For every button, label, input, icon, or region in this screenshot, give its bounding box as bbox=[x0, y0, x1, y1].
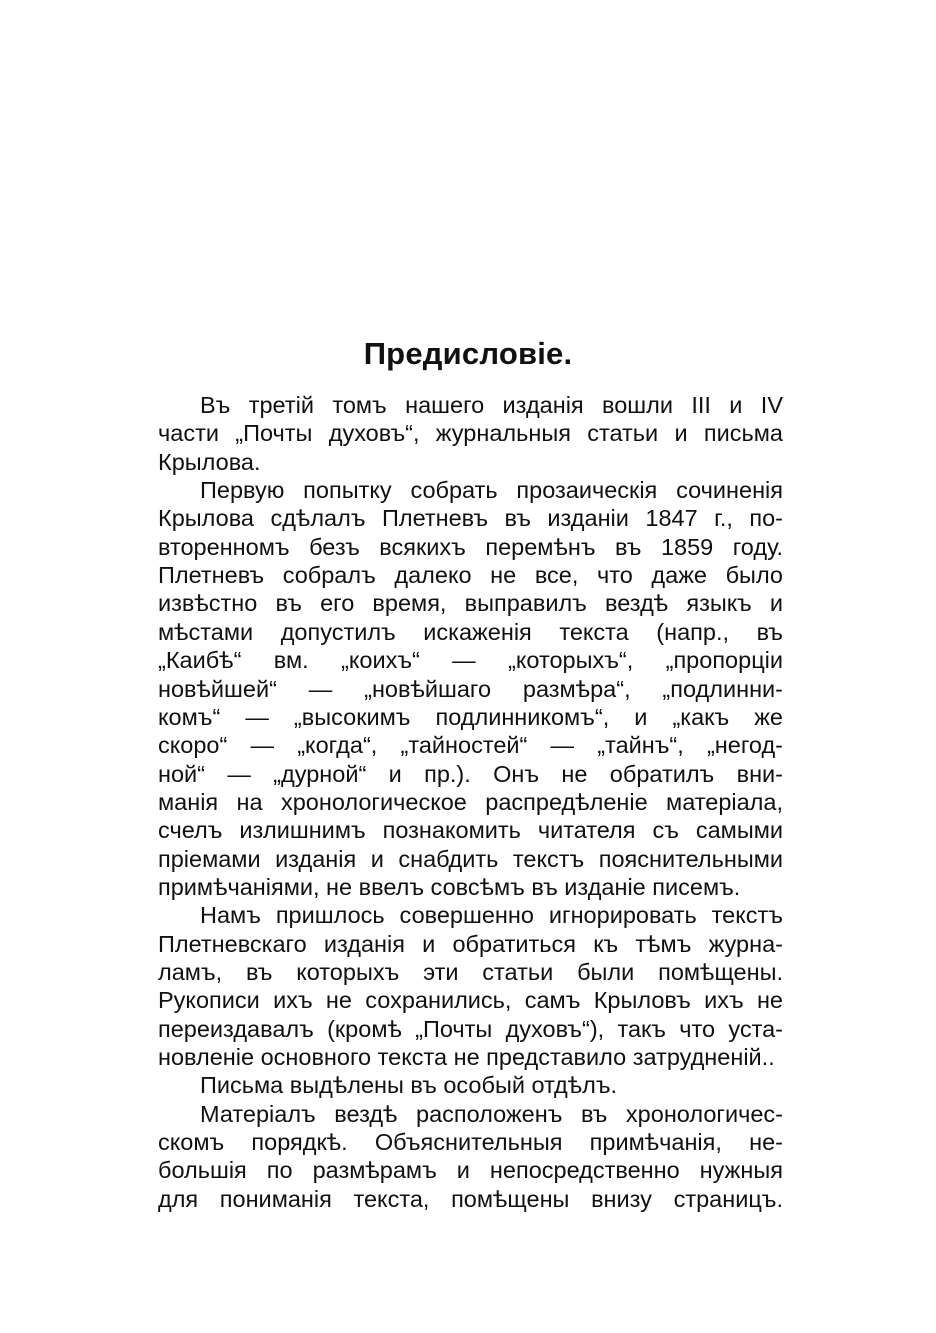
text-line: примѣчаніями, не ввелъ совсѣмъ въ изданіе писемъ. bbox=[158, 873, 741, 900]
text-line: счелъ излишнимъ познакомить читателя съ самыми bbox=[158, 817, 783, 844]
text-line: Намъ пришлось совершенно игнорировать текстъ bbox=[200, 902, 783, 929]
text-line: Въ третій томъ нашего изданія вошли III и IV bbox=[200, 392, 783, 418]
text-line: части „Почты духовъ“, журнальныя статьи и письма bbox=[158, 420, 783, 447]
text-line: Рукописи ихъ не сохранились, самъ Крыловъ ихъ не bbox=[158, 987, 783, 1014]
text-line: Плетневскаго изданія и обратиться къ тѣмъ журна- bbox=[158, 930, 783, 957]
text-line: комъ“ — „высокимъ подлинникомъ“, и „какъ же bbox=[158, 703, 783, 730]
text-line: ной“ — „дурной“ и пр.). Онъ не обратилъ вни- bbox=[158, 760, 783, 787]
text-line: Матеріалъ вездѣ расположенъ въ хронологичес- bbox=[200, 1100, 783, 1127]
text-line: „Каибѣ“ вм. „коихъ“ — „которыхъ“, „пропорціи bbox=[158, 647, 783, 674]
text-line: Первую попытку собрать прозаическія сочиненія bbox=[200, 477, 783, 504]
text-line: переиздавалъ (кромѣ „Почты духовъ“), такъ что уста- bbox=[158, 1015, 783, 1042]
text-line: манія на хронологическое распредѣленіе матеріала, bbox=[158, 788, 783, 815]
text-line: для пониманія текста, помѣщены внизу страницъ. bbox=[158, 1185, 783, 1212]
text-line: большія по размѣрамъ и непосредственно нужныя bbox=[158, 1157, 783, 1184]
text-line: Крылова. bbox=[158, 448, 261, 475]
text-line: пріемами изданія и снабдить текстъ пояснительными bbox=[158, 845, 783, 872]
text-line: извѣстно въ его время, выправилъ вездѣ языкъ и bbox=[158, 590, 783, 617]
text-line: вторенномъ безъ всякихъ перемѣнъ въ 1859 году. bbox=[158, 533, 783, 560]
page-title: Предисловіе. bbox=[363, 336, 573, 371]
text-line: скомъ порядкѣ. Объяснительныя примѣчанія, не- bbox=[158, 1129, 783, 1156]
text-line: ламъ, въ которыхъ эти статьи были помѣщены. bbox=[158, 959, 783, 985]
text-line: новѣйшей“ — „новѣйшаго размѣра“, „подлинни- bbox=[158, 675, 783, 702]
text-line: Плетневъ собралъ далеко не все, что даже было bbox=[158, 562, 783, 589]
text-line: Письма выдѣлены въ особый отдѣлъ. bbox=[200, 1072, 618, 1099]
text-line: новленіе основного текста не представило затрудненій.. bbox=[158, 1044, 775, 1071]
text-line: скоро“ — „когда“, „тайностей“ — „тайнъ“, „негод- bbox=[158, 732, 783, 759]
text-line: Крылова сдѣлалъ Плетневъ въ изданіи 1847 г., по- bbox=[158, 505, 783, 532]
text-line: мѣстами допустилъ искаженія текста (напр., въ bbox=[158, 618, 783, 645]
